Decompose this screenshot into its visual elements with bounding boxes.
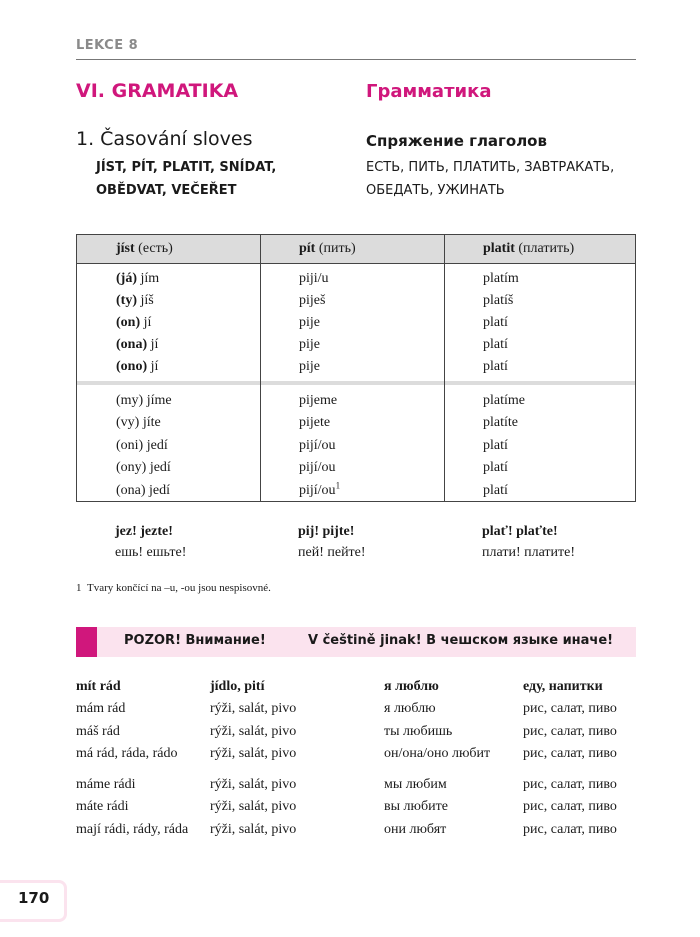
imperative-ru: пей! пейте!	[298, 545, 366, 560]
table-cell: (oni) jedí	[116, 438, 168, 453]
phrase-header: я люблю	[384, 679, 439, 694]
table-cell: pije	[299, 337, 320, 352]
phrase-cell: мы любим	[384, 777, 447, 792]
table-cell: pije	[299, 315, 320, 330]
table-cell: pijí/ou	[299, 460, 336, 475]
table-column-divider	[444, 235, 445, 501]
imperative-ru: ешь! ешьте!	[115, 545, 187, 560]
table-cell: platí	[483, 483, 508, 498]
table-cell: platí	[483, 315, 508, 330]
table-cell: (vy) jíte	[116, 415, 161, 430]
table-cell: (ty) jíš	[116, 293, 154, 308]
table-column-divider	[260, 235, 261, 501]
phrase-cell: má rád, ráda, rádo	[76, 746, 178, 761]
phrase-cell: рис, салат, пиво	[523, 724, 617, 739]
phrase-cell: rýži, salát, pivo	[210, 822, 297, 837]
phrase-cell: rýži, salát, pivo	[210, 724, 297, 739]
phrase-cell: máte rádi	[76, 799, 129, 814]
page-number: 170	[18, 889, 50, 907]
footnote: 1 Tvary končící na –u, -ou jsou nespisovné.	[76, 582, 271, 594]
phrase-cell: máme rádi	[76, 777, 136, 792]
phrase-cell: они любят	[384, 822, 447, 837]
table-cell: platíš	[483, 293, 514, 308]
section-title-cz: VI. GRAMATIKA	[76, 80, 239, 102]
phrase-header: еду, напитки	[523, 679, 603, 694]
phrase-cell: рис, салат, пиво	[523, 822, 617, 837]
table-cell: (on) jí	[116, 315, 152, 330]
imperative-cz: pij! pijte!	[298, 524, 355, 539]
phrase-cell: rýži, salát, pivo	[210, 701, 297, 716]
header-divider	[76, 59, 636, 60]
phrase-cell: mají rádi, rády, ráda	[76, 822, 189, 837]
conjugation-table	[76, 234, 636, 502]
phrase-cell: ты любишь	[384, 724, 453, 739]
imperative-cz: jez! jezte!	[115, 524, 173, 539]
phrase-cell: рис, салат, пиво	[523, 701, 617, 716]
footnote-marker: 1	[335, 480, 341, 491]
table-cell: (my) jíme	[116, 393, 172, 408]
table-cell: (ona) jedí	[116, 483, 171, 498]
phrase-cell: máš rád	[76, 724, 120, 739]
phrase-cell: он/она/оно любит	[384, 746, 491, 761]
phrase-cell: mám rád	[76, 701, 126, 716]
table-group-separator	[77, 381, 635, 385]
phrase-header: mít rád	[76, 679, 121, 694]
table-cell: platí	[483, 359, 508, 374]
table-cell: (ony) jedí	[116, 460, 171, 475]
imperative-ru: плати! платите!	[482, 545, 576, 560]
table-cell: pijete	[299, 415, 331, 430]
phrase-cell: рис, салат, пиво	[523, 777, 617, 792]
verb-list-cz-line: JÍST, PÍT, PLATIT, SNÍDAT,	[96, 160, 277, 175]
lesson-label: LEKCE 8	[76, 38, 139, 53]
verb-list-cz-line: OBĚDVAT, VEČEŘET	[96, 183, 237, 198]
table-cell: platí	[483, 337, 508, 352]
table-cell: piji/u	[299, 271, 329, 286]
table-cell: platí	[483, 460, 508, 475]
phrase-cell: вы любите	[384, 799, 448, 814]
table-cell: pijeme	[299, 393, 338, 408]
phrase-cell: rýži, salát, pivo	[210, 746, 297, 761]
phrase-cell: рис, салат, пиво	[523, 799, 617, 814]
verb-list-ru-line: ЕСТЬ, ПИТЬ, ПЛАТИТЬ, ЗАВТРАКАТЬ,	[366, 160, 615, 175]
header-pit: pít (пить)	[299, 241, 356, 256]
table-cell: pijí/ou	[299, 438, 336, 453]
table-cell: pije	[299, 359, 320, 374]
verb-list-ru-line: ОБЕДАТЬ, УЖИНАТЬ	[366, 183, 505, 198]
table-cell: platí	[483, 438, 508, 453]
subsection-title-cz: 1. Časování sloves	[76, 128, 253, 150]
phrase-cell: rýži, salát, pivo	[210, 777, 297, 792]
pozor-accent-mark	[76, 627, 97, 657]
imperative-cz: plať! plaťte!	[482, 524, 558, 539]
table-cell: pijí/$ou^1$	[299, 480, 341, 498]
phrase-cell: rýži, salát, pivo	[210, 799, 297, 814]
pozor-text: V češtině jinak! В чешском языке иначе!	[308, 633, 614, 648]
table-cell: platíme	[483, 393, 525, 408]
phrase-cell: я люблю	[384, 701, 436, 716]
table-cell: (já) jím	[116, 271, 160, 286]
table-cell: platím	[483, 271, 519, 286]
table-cell: (ono) jí	[116, 359, 159, 374]
subsection-title-ru: Спряжение глаголов	[366, 132, 547, 150]
table-cell: (ona) jí	[116, 337, 159, 352]
header-jist: jíst (есть)	[116, 241, 173, 256]
phrase-header: jídlo, pití	[210, 679, 265, 694]
table-cell: piješ	[299, 293, 326, 308]
pozor-label: POZOR! Внимание!	[124, 633, 266, 648]
phrase-cell: рис, салат, пиво	[523, 746, 617, 761]
section-title-ru: Грамматика	[366, 81, 492, 102]
table-cell: platíte	[483, 415, 518, 430]
header-platit: platit (платить)	[483, 241, 575, 256]
